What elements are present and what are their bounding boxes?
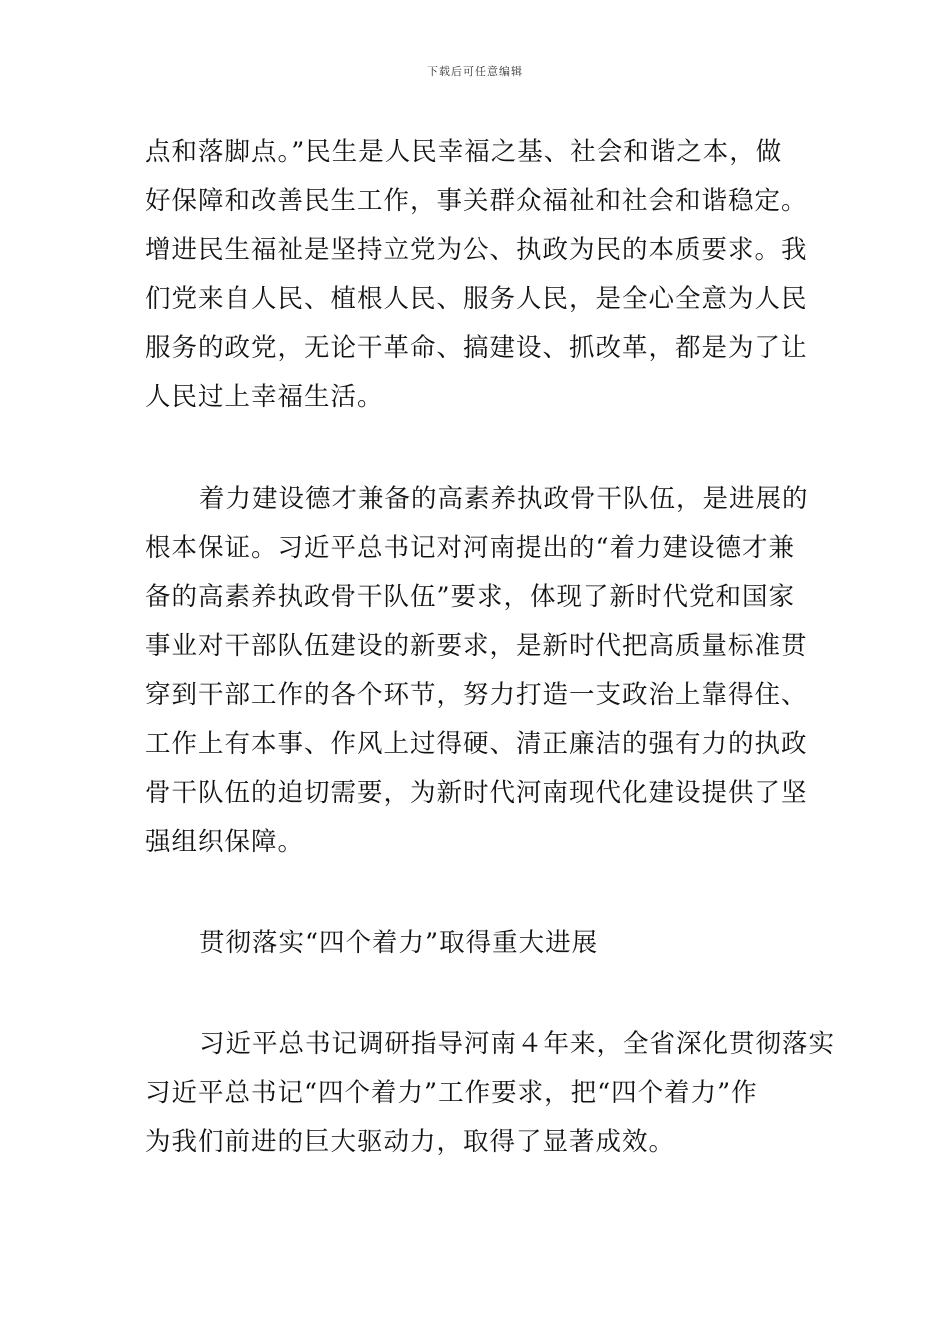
paragraph-cadre-team [145,475,809,867]
text-line: 根本保证。习近平总书记对河南提出的“着力建设德才兼 [145,533,796,563]
paragraph-progress [145,1020,836,1167]
text-line: 事业对干部队伍建设的新要求，是新时代把高质量标准贯 [145,631,808,661]
document-body [145,128,836,1167]
text-line: 工作上有本事、作风上过得硬、清正廉洁的强有力的执政 [145,729,808,759]
text-line: 贯彻落实“四个着力”取得重大进展 [199,928,599,958]
paragraph-livelihood [145,128,808,422]
text-line: 着力建设德才兼备的高素养执政骨干队伍，是进展的 [199,484,809,514]
text-line: 好保障和改善民生工作，事关群众福祉和社会和谐稳定。 [145,186,808,216]
text-line: 穿到干部工作的各个环节，努力打造一支政治上靠得住、 [145,680,808,710]
text-line: 骨干队伍的迫切需要，为新时代河南现代化建设提供了坚 [145,778,808,808]
text-line: 习近平总书记“四个着力”工作要求，把“四个着力”作 [145,1078,758,1108]
text-line: 人民过上幸福生活。 [145,382,384,412]
text-line: 强组织保障。 [145,827,305,857]
text-line: 服务的政党，无论干革命、搞建设、抓改革，都是为了让 [145,333,808,363]
text-line: 备的高素养执政骨干队伍”要求，体现了新时代党和国家 [145,582,796,612]
section-heading [145,919,805,968]
text-line: 为我们前进的巨大驱动力，取得了显著成效。 [145,1127,676,1157]
text-line: 们党来自人民、植根人民、服务人民，是全心全意为人民 [145,284,808,314]
text-line: 习近平总书记调研指导河南４年来，全省深化贯彻落实 [199,1029,836,1059]
text-line: 增进民生福祉是坚持立党为公、执政为民的本质要求。我 [145,235,808,265]
page-header-note: 下载后可任意编辑 [427,65,523,78]
text-line: 点和落脚点。”民生是人民幸福之基、社会和谐之本，做 [145,137,783,167]
